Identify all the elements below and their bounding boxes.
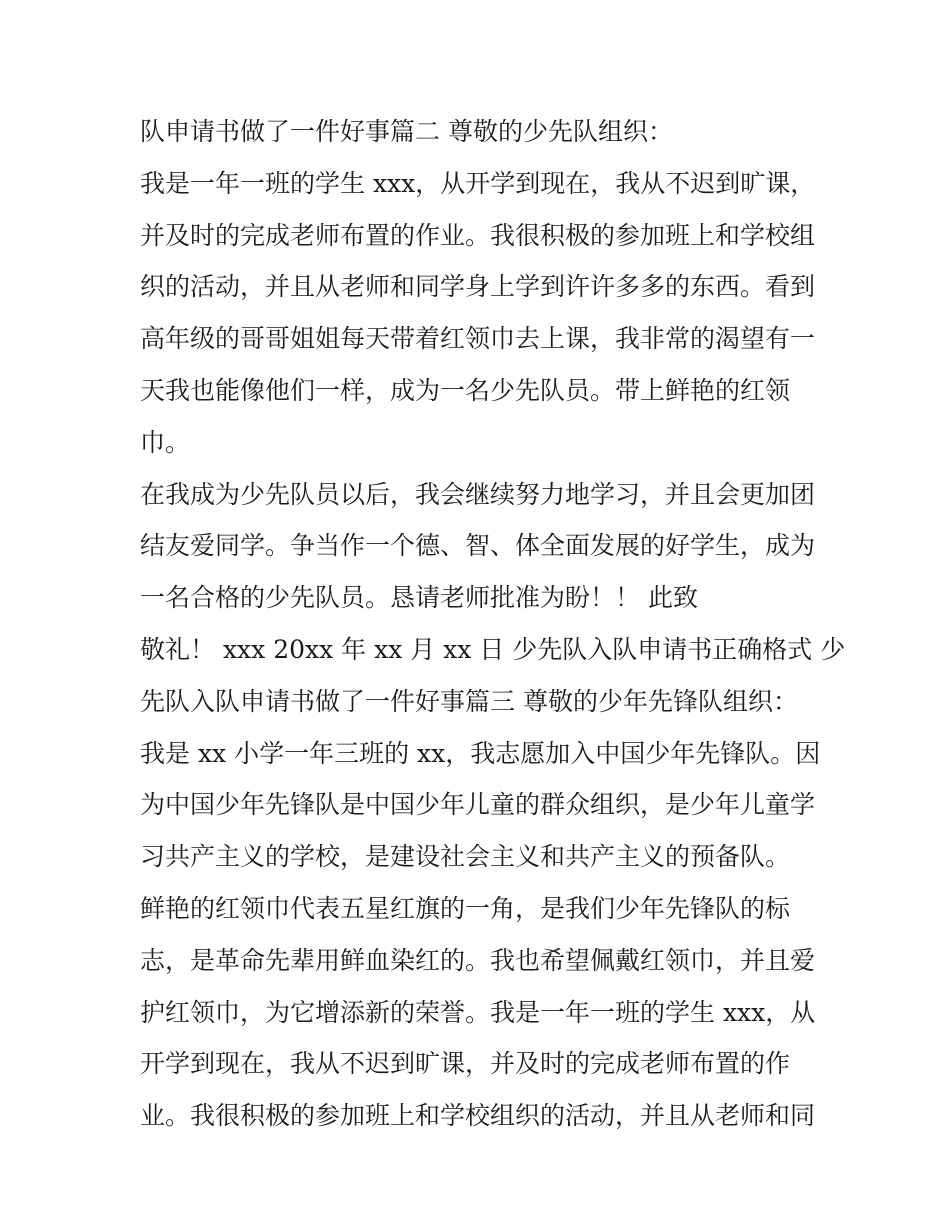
text-line: 开学到现在，我从不迟到旷课，并及时的完成老师布置的作 bbox=[140, 1049, 791, 1079]
text-line: 护红领巾，为它增添新的荣誉。我是一年一班的学生 xxx，从 bbox=[140, 997, 816, 1027]
text-line: 在我成为少先队员以后，我会继续努力地学习，并且会更加团 bbox=[140, 479, 816, 509]
text-line: 一名合格的少先队员。恳请老师批准为盼！！ 此致 bbox=[140, 583, 698, 613]
text-line: 我是一年一班的学生 xxx，从开学到现在，我从不迟到旷课， bbox=[140, 168, 816, 198]
text-line: 鲜艳的红领巾代表五星红旗的一角，是我们少年先锋队的标 bbox=[140, 893, 791, 923]
text-line: 高年级的哥哥姐姐每天带着红领巾去上课，我非常的渴望有一 bbox=[140, 324, 816, 354]
text-line: 敬礼！ xxx 20xx 年 xx 月 xx 日 少先队入队申请书正确格式 少 bbox=[140, 634, 846, 664]
text-line: 志，是革命先辈用鲜血染红的。我也希望佩戴红领巾，并且爱 bbox=[140, 945, 816, 975]
text-line: 队申请书做了一件好事篇二 尊敬的少先队组织： bbox=[140, 117, 673, 146]
text-line: 结友爱同学。争当作一个德、智、体全面发展的好学生，成为 bbox=[140, 531, 816, 561]
text-line: 天我也能像他们一样，成为一名少先队员。带上鲜艳的红领 bbox=[140, 375, 791, 405]
document-body bbox=[140, 106, 846, 1142]
text-line: 我是 xx 小学一年三班的 xx，我志愿加入中国少年先锋队。因 bbox=[140, 738, 821, 768]
text-line: 先队入队申请书做了一件好事篇三 尊敬的少年先锋队组织： bbox=[140, 686, 798, 716]
text-line: 织的活动，并且从老师和同学身上学到许许多多的东西。看到 bbox=[140, 272, 816, 302]
text-line: 习共产主义的学校，是建设社会主义和共产主义的预备队。 bbox=[140, 842, 791, 872]
text-line: 并及时的完成老师布置的作业。我很积极的参加班上和学校组 bbox=[140, 220, 816, 250]
text-line: 业。我很积极的参加班上和学校组织的活动，并且从老师和同 bbox=[140, 1101, 816, 1131]
text-line: 为中国少年先锋队是中国少年儿童的群众组织，是少年儿童学 bbox=[140, 790, 816, 820]
text-line: 巾。 bbox=[140, 427, 191, 457]
